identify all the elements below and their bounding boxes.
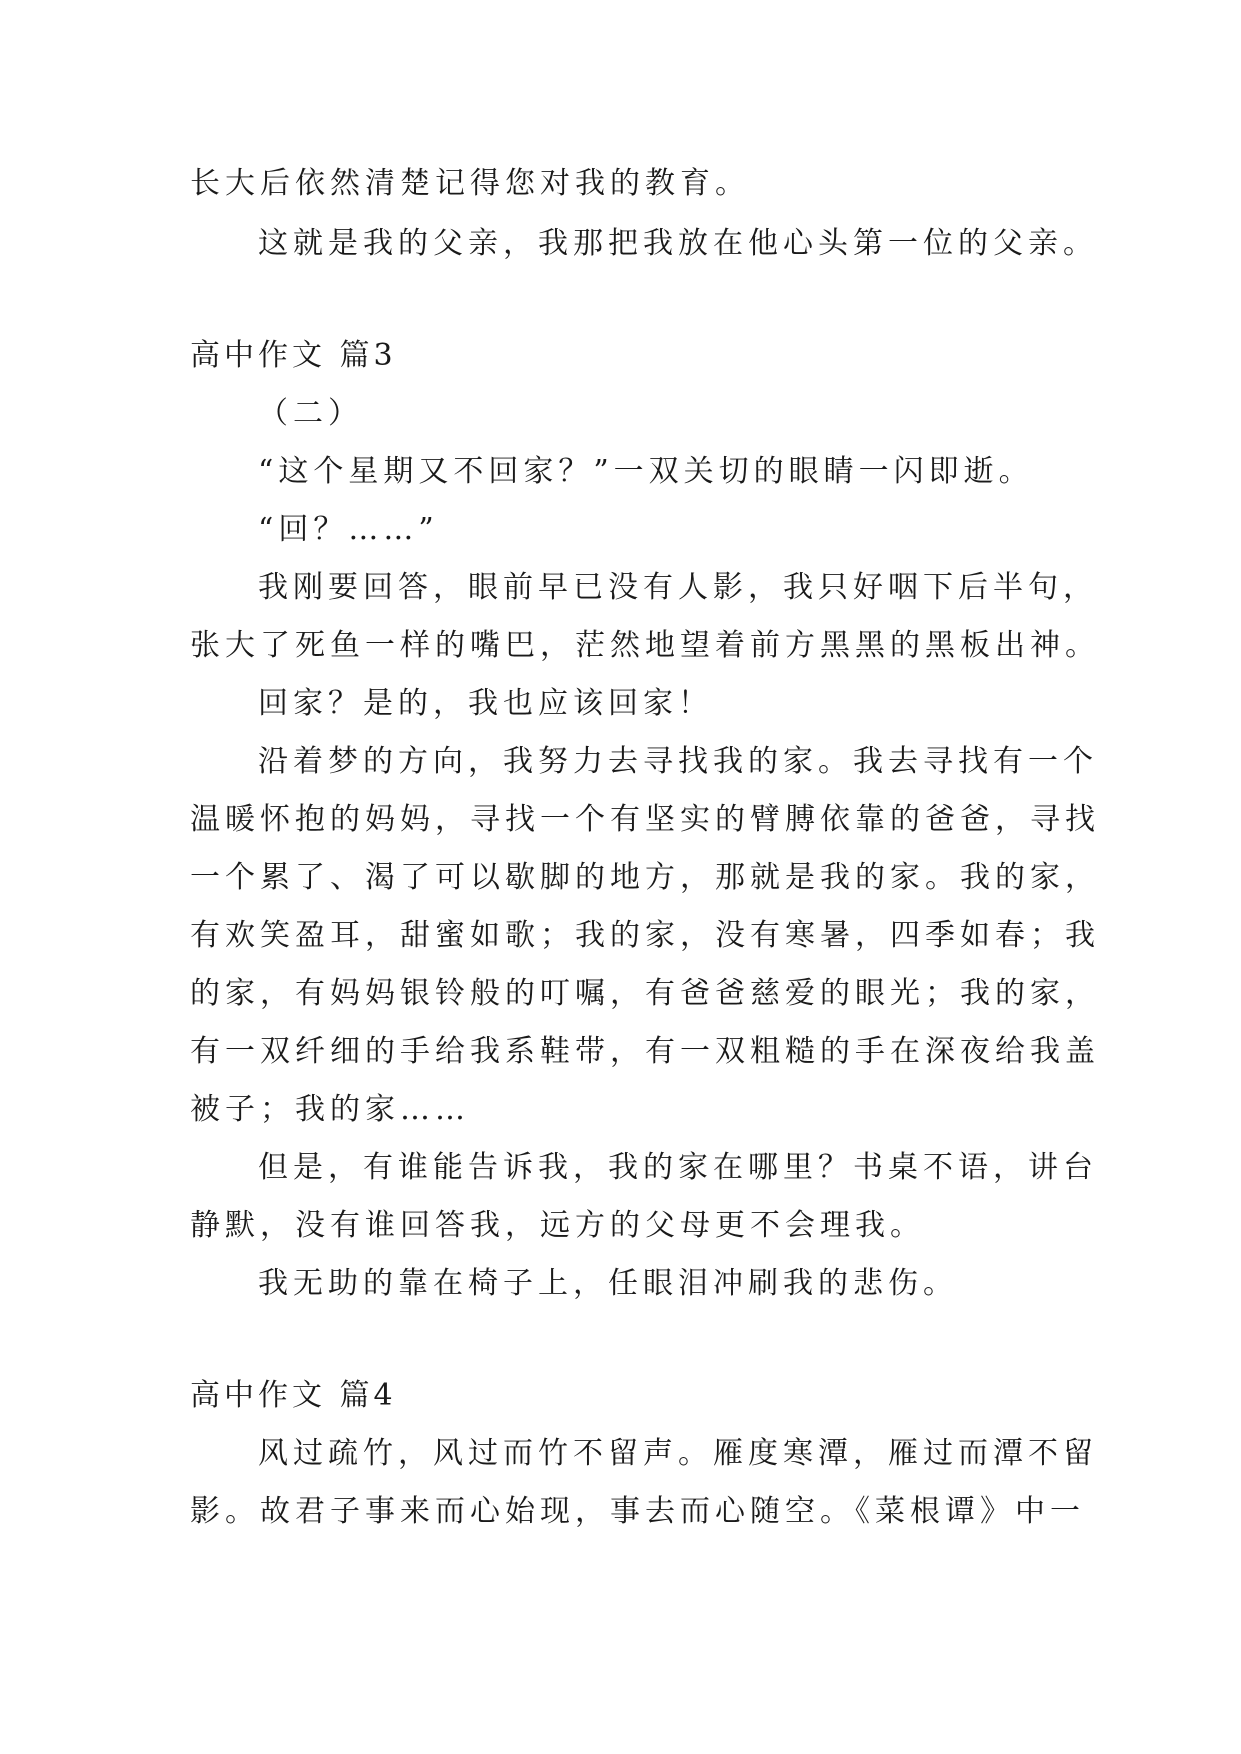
text-line: 有一双纤细的手给我系鞋带，有一双粗糙的手在深夜给我盖 [190,1034,1100,1069]
text-line: 静默，没有谁回答我，远方的父母更不会理我。 [190,1208,925,1243]
text-line: “这个星期又不回家？”一双关切的眼睛一闪即逝。 [258,454,1034,489]
text-line: 长大后依然清楚记得您对我的教育。 [190,166,750,201]
text-line: 风过疏竹，风过而竹不留声。雁度寒潭，雁过而潭不留 [258,1436,1098,1471]
text-line: 我无助的靠在椅子上，任眼泪冲刷我的悲伤。 [258,1266,958,1301]
text-line: 沿着梦的方向，我努力去寻找我的家。我去寻找有一个 [258,744,1098,779]
text-line: （二） [258,396,363,431]
text-line: 这就是我的父亲，我那把我放在他心头第一位的父亲。 [258,226,1098,261]
text-line: 我刚要回答，眼前早已没有人影，我只好咽下后半句， [258,570,1098,605]
text-line: 温暖怀抱的妈妈，寻找一个有坚实的臂膊依靠的爸爸，寻找 [190,802,1100,837]
text-line: 回家？是的，我也应该回家！ [258,686,713,721]
text-line: 影。故君子事来而心始现，事去而心随空。《菜根谭》中一 [190,1494,1085,1529]
text-line: 的家，有妈妈银铃般的叮嘱，有爸爸慈爱的眼光；我的家， [190,976,1100,1011]
text-line: “回？……” [258,512,439,547]
section-heading: 高中作文 篇3 [190,338,397,373]
section-heading: 高中作文 篇4 [190,1378,397,1413]
text-line: 但是，有谁能告诉我，我的家在哪里？书桌不语，讲台 [258,1150,1098,1185]
text-line: 张大了死鱼一样的嘴巴，茫然地望着前方黑黑的黑板出神。 [190,628,1100,663]
text-line: 一个累了、渴了可以歇脚的地方，那就是我的家。我的家， [190,860,1100,895]
text-line: 有欢笑盈耳，甜蜜如歌；我的家，没有寒暑，四季如春；我 [190,918,1100,953]
text-line: 被子；我的家…… [190,1092,470,1127]
